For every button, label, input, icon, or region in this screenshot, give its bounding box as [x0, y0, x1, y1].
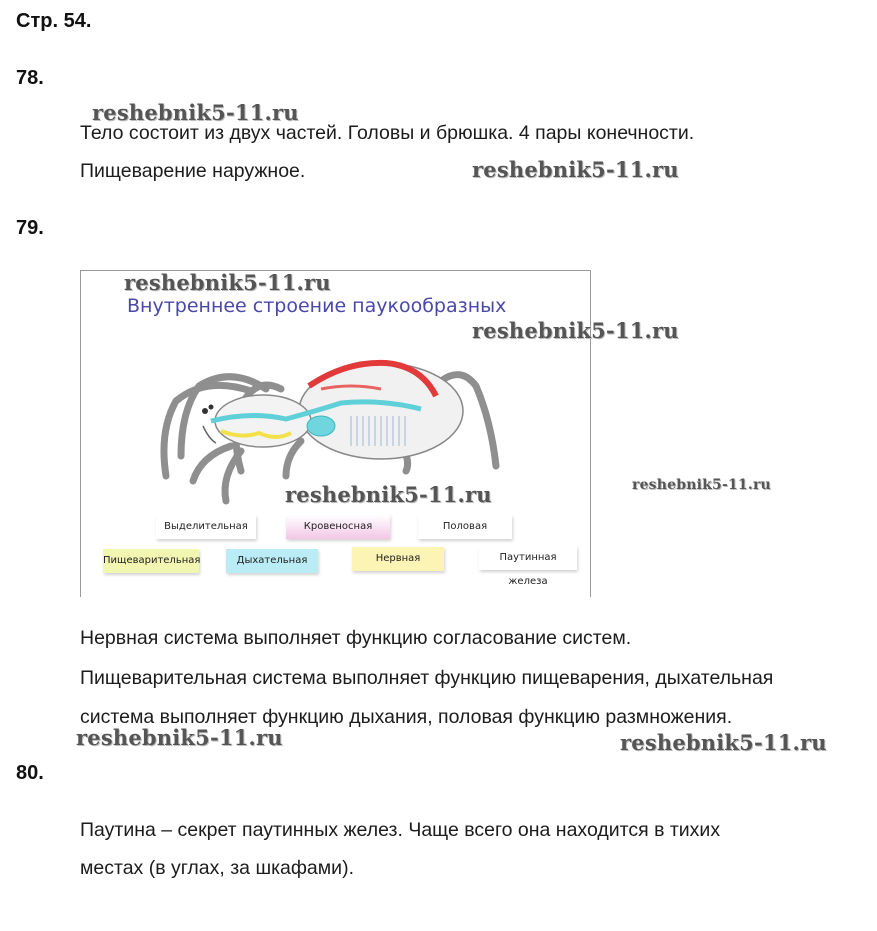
task-79-line-3: система выполняет функцию дыхания, половая функцию размножения.: [80, 706, 733, 728]
task-79-line-1: Нервная система выполняет функцию согласование систем.: [80, 627, 632, 649]
task-80-number: 80.: [16, 762, 44, 784]
label-digestive: Пищеварительная: [103, 549, 199, 573]
task-78-line-2: Пищеварение наружное.: [80, 160, 306, 182]
label-reproductive: Половая: [418, 515, 512, 539]
label-spinneret-gland: Паутинная железа: [479, 546, 577, 570]
watermark: reshebnik5-11.ru: [472, 157, 679, 182]
page-header: Стр. 54.: [16, 10, 92, 32]
label-excretory: Выделительная: [156, 515, 256, 539]
label-nervous: Нервная: [352, 547, 444, 571]
watermark: reshebnik5-11.ru: [76, 725, 283, 750]
task-79-number: 79.: [16, 217, 44, 239]
watermark: reshebnik5-11.ru: [620, 730, 827, 755]
label-circulatory: Кровеносная: [286, 515, 390, 539]
watermark: reshebnik5-11.ru: [285, 482, 492, 507]
task-79-line-2: Пищеварительная система выполняет функцию пищеварения, дыхательная: [80, 667, 774, 689]
figure-title: Внутреннее строение паукообразных: [127, 295, 507, 317]
cephalothorax: [215, 395, 311, 447]
watermark: reshebnik5-11.ru: [472, 318, 679, 343]
task-80-line-2: местах (в углах, за шкафами).: [80, 857, 354, 879]
task-78-number: 78.: [16, 67, 44, 89]
watermark: reshebnik5-11.ru: [92, 100, 299, 125]
task-78-line-1: Тело состоит из двух частей. Головы и брюшка. 4 пары конечности.: [80, 122, 695, 144]
watermark: reshebnik5-11.ru: [632, 477, 771, 493]
task-80-line-1: Паутина – секрет паутинных желез. Чаще всего она находится в тихих: [80, 819, 721, 841]
watermark: reshebnik5-11.ru: [124, 270, 331, 295]
label-respiratory: Дыхательная: [226, 549, 318, 573]
